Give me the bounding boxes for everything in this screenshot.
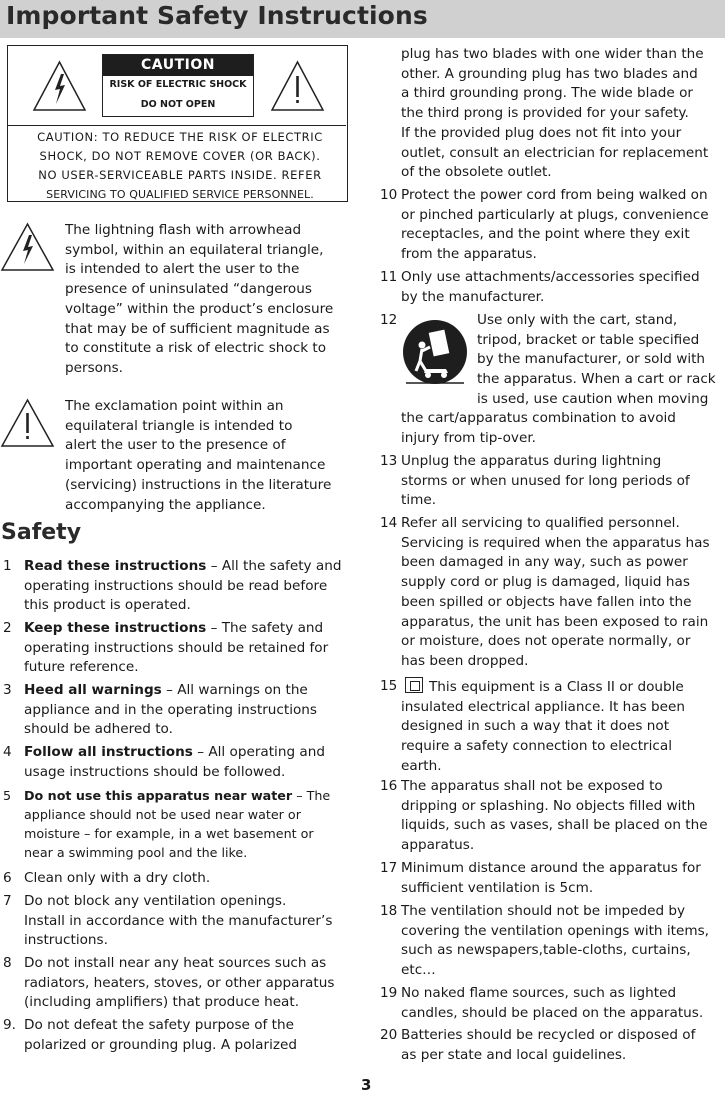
exclamation-warning-icon: [270, 60, 325, 112]
item-number: 7: [3, 893, 12, 909]
caution-line: SHOCK, DO NOT REMOVE COVER (OR BACK).: [39, 149, 321, 163]
item-number: 19: [380, 985, 398, 1001]
text-line: appliance should not be used near water or: [24, 807, 301, 822]
text-line: future reference.: [24, 659, 139, 676]
text-line: This equipment is a Class II or double: [429, 679, 684, 695]
text-line: The lightning flash with arrowhead: [65, 222, 302, 238]
text-line: symbol, within an equilateral triangle,: [65, 241, 324, 258]
text-line: Unplug the apparatus during lightning: [401, 453, 662, 469]
text-line: time.: [401, 492, 437, 509]
caution-label-box: [102, 54, 254, 117]
text-line: Only use attachments/accessories specified: [401, 269, 700, 285]
item-number: 5: [3, 788, 12, 803]
text-line: by the manufacturer, or sold with: [477, 351, 706, 368]
lightning-symbol-description: [65, 221, 347, 379]
item-number: 9.: [3, 1017, 16, 1033]
text-line: The exclamation point within an: [65, 398, 284, 414]
text-line: voltage” within the product’s enclosure: [65, 300, 334, 317]
item-number: 11: [380, 269, 398, 285]
page-number: 3: [361, 1076, 372, 1094]
text-line: (servicing) instructions in the literature: [65, 476, 332, 493]
lightning-triangle-icon: [0, 222, 55, 272]
text-line: Protect the power cord from being walked on: [401, 187, 708, 203]
caution-risk-text: RISK OF ELECTRIC SHOCK: [109, 79, 247, 90]
text-line: Batteries should be recycled or disposed of: [401, 1027, 696, 1043]
text-line: Servicing is required when the apparatus has: [401, 534, 710, 551]
text-line: receptacles, and the point where they exit: [401, 226, 690, 243]
text-line: operating instructions should be read before: [24, 577, 328, 594]
text-line: usage instructions should be followed.: [24, 763, 286, 780]
exclamation-triangle-icon: [0, 398, 55, 448]
text-line: or moisture, does not operate normally, or: [401, 633, 691, 650]
item-number: 2: [3, 620, 12, 636]
text-line: Do not block any ventilation openings.: [24, 893, 287, 909]
text-line: instructions.: [24, 932, 108, 949]
item-number: 10: [380, 187, 398, 203]
text-line: a third grounding prong. The wide blade or: [401, 85, 693, 102]
text-line: as per state and local guidelines.: [401, 1046, 627, 1063]
text-line: other. A grounding plug has two blades and: [401, 65, 698, 82]
text-line: this product is operated.: [24, 597, 191, 614]
cart-tip-over-warning-icon: [402, 317, 468, 387]
text-line: apparatus, the unit has been exposed to rain: [401, 613, 709, 630]
text-line: – The safety and: [206, 620, 324, 636]
caution-do-not-open-text: DO NOT OPEN: [140, 99, 216, 110]
item-number: 1: [3, 558, 12, 574]
text-line: tripod, bracket or table specified: [477, 331, 700, 348]
caution-line: CAUTION: TO REDUCE THE RISK OF ELECTRIC: [37, 130, 323, 144]
safety-item-9-continued: [401, 45, 723, 183]
text-line: – The: [292, 788, 331, 803]
text-line: the cart/apparatus combination to avoid: [401, 410, 676, 426]
class-ii-double-insulation-icon: [405, 677, 423, 693]
text-line: (including amplifiers) that produce heat.: [24, 994, 300, 1011]
text-line: from the apparatus.: [401, 246, 537, 263]
text-line: candles, should be placed on the apparatus.: [401, 1004, 704, 1021]
text-line: – All the safety and: [206, 558, 342, 574]
text-line: earth.: [401, 757, 442, 774]
caution-line: NO USER-SERVICEABLE PARTS INSIDE. REFER: [38, 168, 322, 182]
item-number: 13: [380, 453, 398, 469]
item-heading: Read these instructions: [24, 558, 207, 574]
lightning-warning-icon: [32, 60, 87, 112]
text-line: equilateral triangle is intended to: [65, 417, 293, 434]
text-line: is intended to alert the user to the: [65, 261, 300, 278]
text-line: – All operating and: [192, 744, 325, 760]
text-line: by the manufacturer.: [401, 288, 545, 305]
text-line: has been dropped.: [401, 652, 529, 669]
text-line: polarized or grounding plug. A polarized: [24, 1036, 297, 1053]
text-line: Do not defeat the safety purpose of the: [24, 1017, 294, 1033]
text-line: of the obsolete outlet.: [401, 164, 552, 181]
text-line: should be adhered to.: [24, 721, 173, 738]
text-line: alert the user to the presence of: [65, 437, 286, 454]
text-line: require a safety connection to electrical: [401, 738, 672, 755]
text-line: operating instructions should be retained for: [24, 639, 329, 656]
text-line: appliance and in the operating instructions: [24, 701, 317, 718]
text-line: or pinched particularly at plugs, convenience: [401, 206, 709, 223]
item-number: 4: [3, 744, 12, 760]
text-line: that may be of sufficient magnitude as: [65, 320, 330, 337]
text-line: been damaged in any way, such as power: [401, 554, 688, 571]
item-number: 8: [3, 955, 12, 971]
text-line: such as newspapers,table-cloths, curtains,: [401, 942, 691, 959]
caution-label: CAUTION: [103, 55, 253, 76]
text-line: injury from tip-over.: [401, 429, 536, 446]
item-number: 17: [380, 860, 398, 876]
item-number: 16: [380, 778, 398, 794]
text-line: Use only with the cart, stand,: [477, 312, 678, 328]
item-heading: Heed all warnings: [24, 682, 162, 698]
text-line: the apparatus. When a cart or rack: [477, 371, 716, 388]
text-line: The apparatus shall not be exposed to: [401, 778, 663, 794]
text-line: Install in accordance with the manufacturer’s: [24, 912, 333, 929]
text-line: near a swimming pool and the like.: [24, 845, 248, 860]
text-line: etc…: [401, 962, 436, 979]
text-line: Refer all servicing to qualified personnel.: [401, 515, 680, 531]
text-line: sufficient ventilation is 5cm.: [401, 879, 594, 896]
text-line: designed in such a way that it does not: [401, 718, 670, 735]
item-number: 3: [3, 682, 12, 698]
item-number: 15: [380, 678, 398, 694]
caution-warning-text: [27, 128, 333, 204]
item-number: 20: [380, 1027, 398, 1043]
text-line: storms or when unused for long periods of: [401, 472, 690, 489]
text-line: supply cord or plug is damaged, liquid has: [401, 574, 690, 591]
text-line: outlet, consult an electrician for replacement: [401, 144, 709, 161]
caution-line: SERVICING TO QUALIFIED SERVICE PERSONNEL.: [46, 188, 314, 201]
text-line: is used, use caution when moving: [477, 390, 709, 407]
text-line: liquids, such as vases, shall be placed on the: [401, 817, 708, 834]
item-number: 18: [380, 903, 398, 919]
text-line: moisture – for example, in a wet basement or: [24, 826, 314, 841]
text-line: Minimum distance around the apparatus for: [401, 860, 701, 876]
text-line: Clean only with a dry cloth.: [24, 870, 211, 886]
text-line: presence of uninsulated “dangerous: [65, 281, 312, 298]
item-heading: Keep these instructions: [24, 620, 207, 636]
safety-heading: Safety: [1, 520, 82, 545]
text-line: apparatus.: [401, 837, 475, 854]
item-number: 6: [3, 870, 12, 886]
text-line: plug has two blades with one wider than the: [401, 46, 704, 62]
text-line: accompanying the appliance.: [65, 496, 266, 513]
item-heading: Follow all instructions: [24, 744, 193, 760]
text-line: important operating and maintenance: [65, 457, 326, 474]
text-line: – All warnings on the: [161, 682, 308, 698]
item-number: 14: [380, 515, 398, 531]
text-line: dripping or splashing. No objects filled with: [401, 797, 696, 814]
text-line: the third prong is provided for your safety.: [401, 105, 689, 122]
text-line: insulated electrical appliance. It has been: [401, 698, 685, 715]
text-line: No naked flame sources, such as lighted: [401, 985, 677, 1001]
exclamation-symbol-description: [65, 397, 347, 515]
text-line: Do not install near any heat sources such as: [24, 955, 327, 971]
page-title: Important Safety Instructions: [6, 1, 428, 30]
text-line: covering the ventilation openings with items,: [401, 922, 709, 939]
text-line: persons.: [65, 359, 123, 376]
text-line: radiators, heaters, stoves, or other apparatus: [24, 974, 335, 991]
text-line: been spilled or objects have fallen into the: [401, 593, 692, 610]
text-line: The ventilation should not be impeded by: [401, 903, 686, 919]
item-number: 12: [380, 312, 398, 328]
text-line: to constitute a risk of electric shock to: [65, 340, 327, 357]
item-heading: Do not use this apparatus near water: [24, 788, 293, 803]
caution-box-top: [8, 46, 346, 126]
caution-box: [7, 45, 348, 202]
text-line: If the provided plug does not fit into your: [401, 124, 682, 141]
